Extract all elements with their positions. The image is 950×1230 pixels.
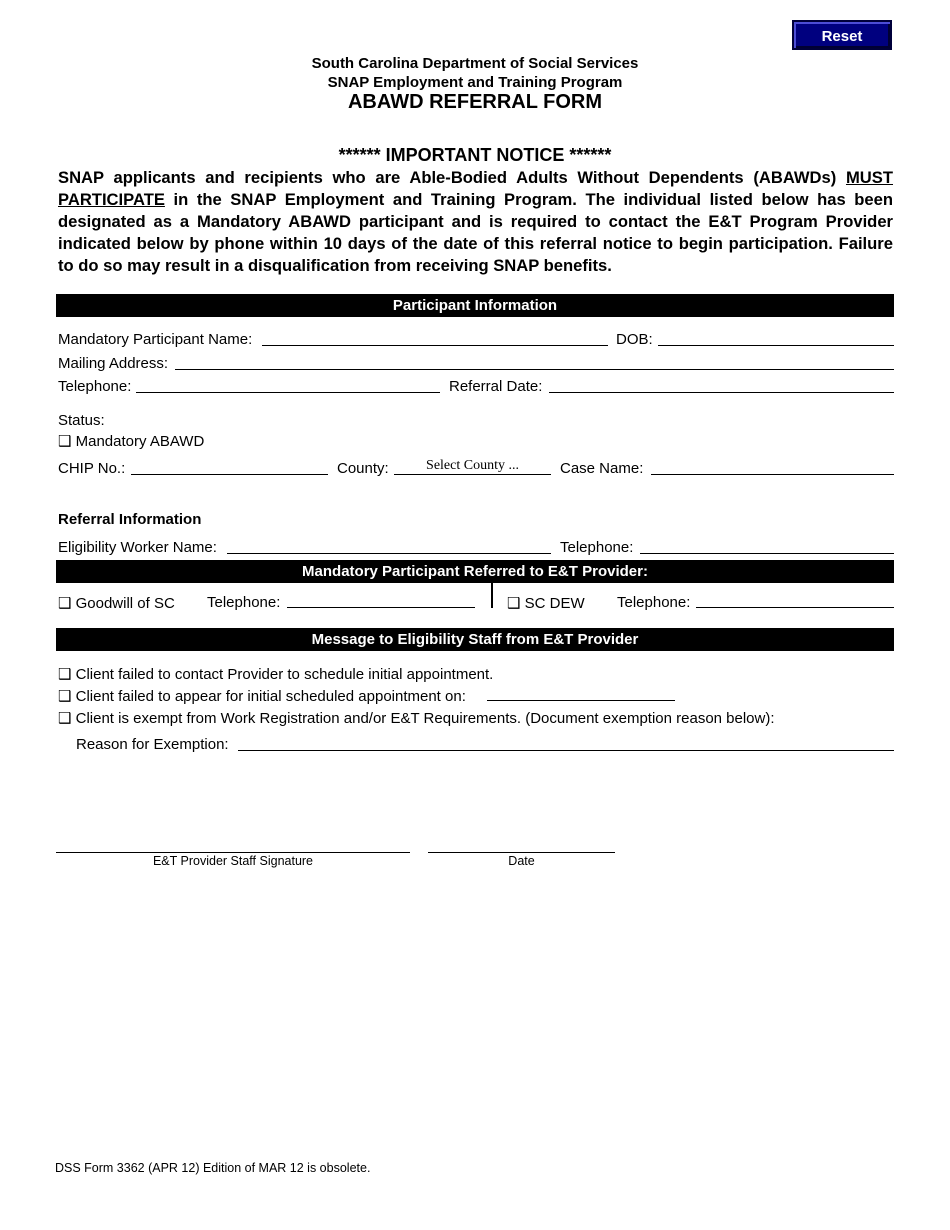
exemption-reason-field[interactable] [238, 750, 894, 751]
scdew-telephone-label: Telephone: [617, 594, 691, 611]
mailing-address-field[interactable] [175, 369, 894, 370]
signature-line[interactable] [56, 852, 410, 853]
participant-telephone-field[interactable] [136, 392, 440, 393]
signature-date-label: Date [508, 854, 535, 868]
county-select[interactable]: Select County ... [394, 458, 551, 475]
eligibility-worker-field[interactable] [227, 553, 551, 554]
case-name-label: Case Name: [560, 460, 644, 477]
chip-number-field[interactable] [131, 474, 328, 475]
scdew-checkbox[interactable]: ❑ SC DEW [507, 595, 585, 612]
referral-date-label: Referral Date: [449, 378, 543, 395]
form-footer: DSS Form 3362 (APR 12) Edition of MAR 12 is obsolete. [55, 1161, 371, 1175]
dob-label: DOB: [616, 331, 653, 348]
participant-section-header: Participant Information [56, 294, 894, 317]
county-label: County: [337, 460, 389, 477]
status-label: Status: [58, 412, 105, 429]
referral-date-field[interactable] [549, 392, 894, 393]
failed-to-contact-checkbox[interactable]: ❑ Client failed to contact Provider to schedule initial appointment. [58, 666, 494, 683]
goodwill-telephone-field[interactable] [287, 607, 475, 608]
appointment-date-field[interactable] [487, 700, 675, 701]
failed-to-appear-checkbox[interactable]: ❑ Client failed to appear for initial scheduled appointment on: [58, 688, 466, 705]
signature-label: E&T Provider Staff Signature [152, 854, 314, 868]
exemption-reason-label: Reason for Exemption: [76, 736, 229, 753]
notice-text: SNAP applicants and recipients who are Able-Bodied Adults Without Dependents (ABAWDs) MUST PARTICIPATE in the SNAP Employment and Training Program. The individual listed below has been designated as a Mandatory ABAWD participant and is required to contact the E&T Program Provider indicated below by phone within 10 days of the date of this referral notice to begin participation. Failure to do so may result in a disqualification from receiving SNAP benefits. [58, 168, 893, 275]
agency-name: South Carolina Department of Social Services [311, 55, 639, 72]
notice-emphasis: MUST PARTICIPATE [58, 168, 893, 209]
referral-section-title: Referral Information [58, 511, 202, 528]
case-name-field[interactable] [651, 474, 894, 475]
mailing-address-label: Mailing Address: [58, 355, 169, 372]
chip-number-label: CHIP No.: [58, 460, 126, 477]
form-title: ABAWD REFERRAL FORM [347, 91, 603, 113]
worker-telephone-field[interactable] [640, 553, 894, 554]
participant-name-field[interactable] [262, 345, 608, 346]
goodwill-checkbox[interactable]: ❑ Goodwill of SC [58, 595, 175, 612]
participant-telephone-label: Telephone: [58, 378, 132, 395]
message-section-header: Message to Eligibility Staff from E&T Provider [56, 628, 894, 651]
provider-divider [491, 583, 493, 608]
worker-telephone-label: Telephone: [560, 539, 634, 556]
dob-field[interactable] [658, 345, 894, 346]
exempt-checkbox[interactable]: ❑ Client is exempt from Work Registration and/or E&T Requirements. (Document exemption reason below): [58, 710, 775, 727]
reset-button[interactable]: Reset [792, 20, 892, 50]
notice-title: ****** IMPORTANT NOTICE ****** [338, 145, 612, 165]
signature-date-line[interactable] [428, 852, 615, 853]
mandatory-abawd-checkbox[interactable]: ❑ Mandatory ABAWD [58, 433, 205, 450]
goodwill-telephone-label: Telephone: [207, 594, 281, 611]
scdew-telephone-field[interactable] [696, 607, 894, 608]
eligibility-worker-label: Eligibility Worker Name: [58, 539, 217, 556]
program-name: SNAP Employment and Training Program [327, 74, 623, 91]
provider-section-header: Mandatory Participant Referred to E&T Provider: [56, 560, 894, 583]
participant-name-label: Mandatory Participant Name: [58, 331, 253, 348]
